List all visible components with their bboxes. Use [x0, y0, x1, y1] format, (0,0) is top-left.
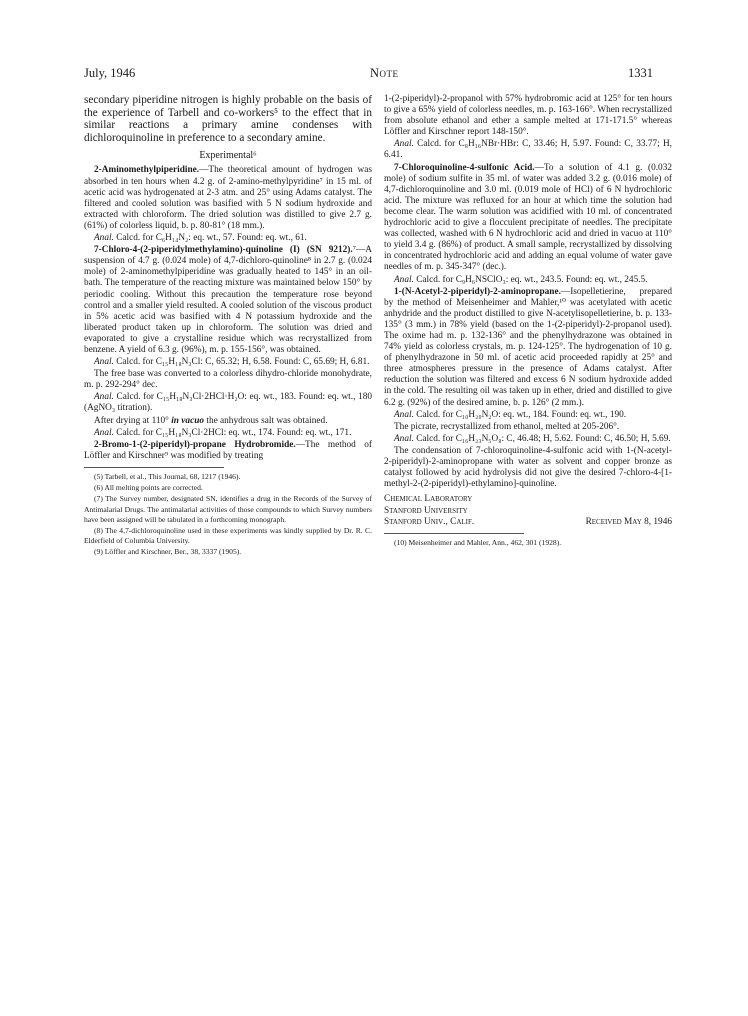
left-column	[84, 94, 372, 559]
received-date: Received May 8, 1946	[585, 516, 672, 527]
compound-title: 7-Chloroquinoline-4-sulfonic Acid.	[394, 162, 535, 173]
compound-title: 2-Bromo-1-(2-piperidyl)-propane Hydrobromide.	[94, 439, 296, 450]
paragraph-aminomethylpiperidine: 2-Aminomethylpiperidine.—The theoretical amount of hydrogen was absorbed in ten hours when 4.2 g. of 2-amino-methylpyridine⁷ in 15 ml. of acetic acid was hydrogenated at 2-3 atm. and 25° using Adams catalyst. The filtered and cooled solution was basified with 5 N sodium hydroxide and extracted with chloroform. The dried solution was distilled to give 2.7 g. (61%) of colorless liquid, b. p. 80-81° (18 mm.).	[84, 165, 372, 231]
analysis-line: Anal. Calcd. for C₈H₁₆NBr·HBr: C, 33.46; H, 5.97. Found: C, 33.77; H, 6.41.	[384, 139, 672, 161]
paragraph-drying: After drying at 110° in vacuo the anhydrous salt was obtained.	[94, 415, 328, 426]
footnote-divider	[384, 533, 524, 534]
section-title: Experimental⁶	[199, 150, 257, 162]
analysis-line: Anal. Calcd. for C₁₅H₁₈N₃Cl: C, 65.32; H, 6.58. Found: C, 65.69; H, 6.81.	[94, 357, 370, 368]
compound-title: 2-Aminomethylpiperidine.	[94, 165, 200, 176]
header-date: July, 1946	[84, 66, 136, 80]
affiliation-line: Chemical Laboratory	[384, 494, 473, 505]
analysis-line: Anal. Calcd. for C₉H₆NSClO₃: eq. wt., 243.5. Found: eq. wt., 245.5.	[394, 274, 648, 285]
footnote: (10) Meisenheimer and Mahler, Ann., 462, 301 (1928).	[394, 538, 562, 548]
affiliation-line: Stanford Univ., Calif.	[384, 516, 475, 527]
paragraph-bromo: 2-Bromo-1-(2-piperidyl)-propane Hydrobromide.—The method of Löffler and Kirschner⁹ was modified by treating	[84, 439, 372, 461]
page-number: 1331	[628, 66, 653, 80]
header-section: Note	[370, 66, 399, 80]
paragraph-continued: 1-(2-piperidyl)-2-propanol with 57% hydrobromic acid at 125° for ten hours to give a 65% yield of colorless needles, m. p. 163-166°. When recrystallized from absolute ethanol and ether a sample melted at 171-171.5° whereas Löffler and Kirschner report 148-150°.	[384, 94, 672, 138]
right-column	[384, 94, 672, 549]
analysis-line: Anal. Calcd. for C₁₆H₂₃N₅O₈: C, 46.48; H, 5.62. Found: C, 46.50; H, 5.69.	[394, 433, 671, 444]
footnote: (6) All melting points are corrected.	[94, 483, 203, 493]
analysis-line: Anal. Calcd. for C₁₅H₁₈N₃Cl·2HCl·H₂O: eq. wt., 183. Found: eq. wt., 180 (AgNO₃ titration).	[84, 392, 372, 414]
intro-paragraph: secondary piperidine nitrogen is highly probable on the basis of the experience of Tarbell and co-workers⁵ to the effect that in similar reactions a primary amine condenses with dichloroquinoline in preference to a secondary amine.	[84, 94, 372, 144]
footnote: (7) The Survey number, designated SN, identifies a drug in the Records of the Survey of Antimalarial Drugs. The antimalarial activities of those compounds to which Survey numbers have been assigned will be tabulated in a forthcoming monograph.	[84, 494, 372, 524]
footnote: (5) Tarbell, et al., This Journal, 68, 1217 (1946).	[94, 471, 241, 481]
footnote: (9) Löffler and Kirschner, Ber., 38, 3337 (1905).	[94, 547, 242, 557]
affiliation-block	[384, 494, 672, 528]
paragraph-free-base: The free base was converted to a colorless dihydro-chloride monohydrate, m. p. 292-294° dec.	[84, 369, 372, 391]
analysis-line: Anal. Calcd. for C₁₀H₂₀N₂O: eq. wt., 184. Found: eq. wt., 190.	[394, 409, 627, 420]
compound-title: 7-Chloro-4-(2-piperidylmethylamino)-quinoline (I) (SN 9212).	[94, 245, 353, 256]
footnote-divider	[84, 467, 224, 468]
affiliation-line: Stanford University	[384, 505, 468, 516]
paragraph-condensation: The condensation of 7-chloroquinoline-4-sulfonic acid with 1-(N-acetyl-2-piperidyl)-2-aminopropane with water as solvent and copper bronze as catalyst followed by acid hydrolysis did not give the desired 7-chloro-4-[1-methyl-2-(2-piperidyl)-ethylamino]-quinoline.	[384, 445, 672, 490]
paragraph-aminopropane: 1-(N-Acetyl-2-piperidyl)-2-aminopropane.—Isopelletierine, prepared by the method of Meisenheimer and Mahler,¹⁰ was acetylated with acetic anhydride and the product distilled to give N-acetylisopelletierine, b. p. 133-135° (3 mm.) in 78% yield (based on the 1-(2-piperidyl)-2-propanol used). The oxime had m. p. 132-136° and the phenylhydrazone was obtained in 74% yield as colorless crystals, m. p. 124-125°. The hydrogenation of 10 g. of phenylhydrazone in 50 ml. of acetic acid proceeded rapidly at 25° and three atmospheres pressure in the presence of Adams catalyst. After reduction the solution was filtered and excess 6 N sodium hydroxide added in the cold. The resulting oil was taken up in ether, dried and distilled to give 6.2 g. (92%) of the desired amine, b. p. 126° (2 mm.).	[384, 286, 672, 408]
footnote: (8) The 4,7-dichloroquinoline used in these experiments was kindly supplied by Dr. R. C. Elderfield of Columbia University.	[84, 525, 372, 546]
paragraph-picrate: The picrate, recrystallized from ethanol, melted at 205-206°.	[394, 421, 620, 432]
paragraph-chloroquinoline: 7-Chloro-4-(2-piperidylmethylamino)-quinoline (I) (SN 9212).⁷—A suspension of 4.7 g. (0.024 mole) of 4,7-dichloro-quinoline⁸ in 2.7 g. (0.024 mole) of 2-aminomethylpiperidine was gradually heated to 145° in an oil-bath. The temperature of the reacting mixture was maintained below 150° by periodic cooling. Without this precaution the temperature rose beyond control and a smaller yield resulted. A cooled solution of the viscous product in 5% acetic acid was basified with 4 N potassium hydroxide and the liberated product taken up in chloroform. The solution was dried and evaporated to give a crystalline residue which was recrystallized from benzene. A yield of 6.3 g. (96%), m. p. 155-156°, was obtained.	[84, 245, 372, 355]
analysis-line: Anal. Calcd. for C₆H₁₄N₂: eq. wt., 57. Found: eq. wt., 61.	[94, 233, 307, 244]
paragraph-sulfonic-acid: 7-Chloroquinoline-4-sulfonic Acid.—To a solution of 4.1 g. (0.032 mole) of sodium sulfite in 35 ml. of water was added 3.2 g. (0.016 mole) of 4,7-dichloroquinoline and 3.0 ml. (0.019 mole of HCl) of 6 N hydrochloric acid. The mixture was refluxed for an hour at which time the solution had become clear. The warm solution was acidified with 10 ml. of concentrated hydrochloric acid to give a flocculent precipitate of needles. The precipitate was collected, washed with 6 N hydrochloric acid and dried in vacuo at 110° to yield 3.4 g. (86%) of product. A small sample, recrystallized by dissolving in concentrated hydrochloric acid and adding an equal volume of water gave needles of m. p. 345-347° (dec.).	[384, 162, 673, 273]
compound-title: 1-(N-Acetyl-2-piperidyl)-2-aminopropane.	[394, 286, 561, 297]
analysis-line: Anal. Calcd. for C₁₅H₁₈N₃Cl·2HCl: eq. wt., 174. Found: eq. wt., 171.	[94, 427, 352, 438]
